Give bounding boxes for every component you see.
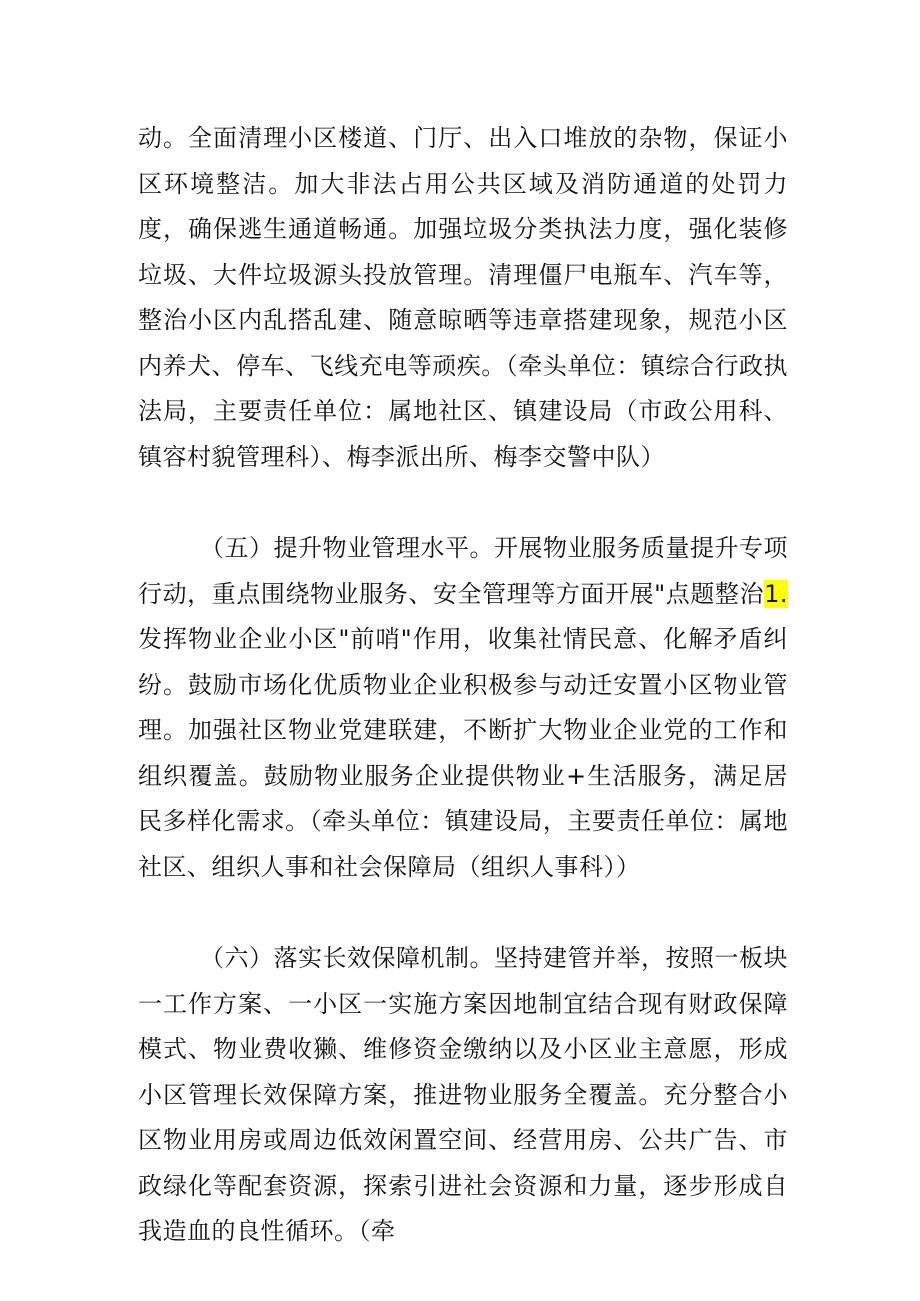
paragraph-text-before-highlight: （五）提升物业管理水平。开展物业服务质量提升专项行动，重点围绕物业服务、安全管理等方面开展"点题整治 (138, 534, 788, 608)
paragraph-continuation: 动。全面清理小区楼道、门厅、出入口堆放的杂物，保证小区环境整洁。加大非法占用公共区域及消防通道的处罚力度，确保逃生通道畅通。加强垃圾分类执法力度，强化装修垃圾、大件垃圾源头投放管理。清理僵尸电瓶车、汽车等，整治小区内乱搭乱建、随意晾晒等违章搭建现象，规范小区内养犬、停车、飞线充电等顽疾。（牵头单位：镇综合行政执法局，主要责任单位：属地社区、镇建设局（市政公用科、镇容村貌管理科）、梅李派出所、梅李交警中队） (138, 124, 788, 471)
paragraph-text-after-highlight: 发挥物业企业小区"前哨"作用，收集社情民意、化解矛盾纠纷。鼓励市场化优质物业企业积极参与动迁安置小区物业管理。加强社区物业党建联建，不断扩大物业企业党的工作和组织覆盖。鼓励物业服务企业提供物业+生活服务，满足居民多样化需求。（牵头单位：镇建设局，主要责任单位：属地社区、组织人事和社会保障局（组织人事科）） (138, 625, 788, 881)
paragraph-section-five (138, 526, 788, 890)
document-page (138, 116, 788, 1255)
paragraph-section-six: （六）落实长效保障机制。坚持建管并举，按照一板块一工作方案、一小区一实施方案因地制宜结合现有财政保障模式、物业费收獭、维修资金缴纳以及小区业主意愿，形成小区管理长效保障方案，推进物业服务全覆盖。充分整合小区物业用房或周边低效闲置空间、经营用房、公共广告、市政绿化等配套资源，探索引进社会资源和力量，逐步形成自我造血的良性循环。（牵 (138, 944, 788, 1245)
highlighted-marker: 1. (764, 579, 788, 608)
